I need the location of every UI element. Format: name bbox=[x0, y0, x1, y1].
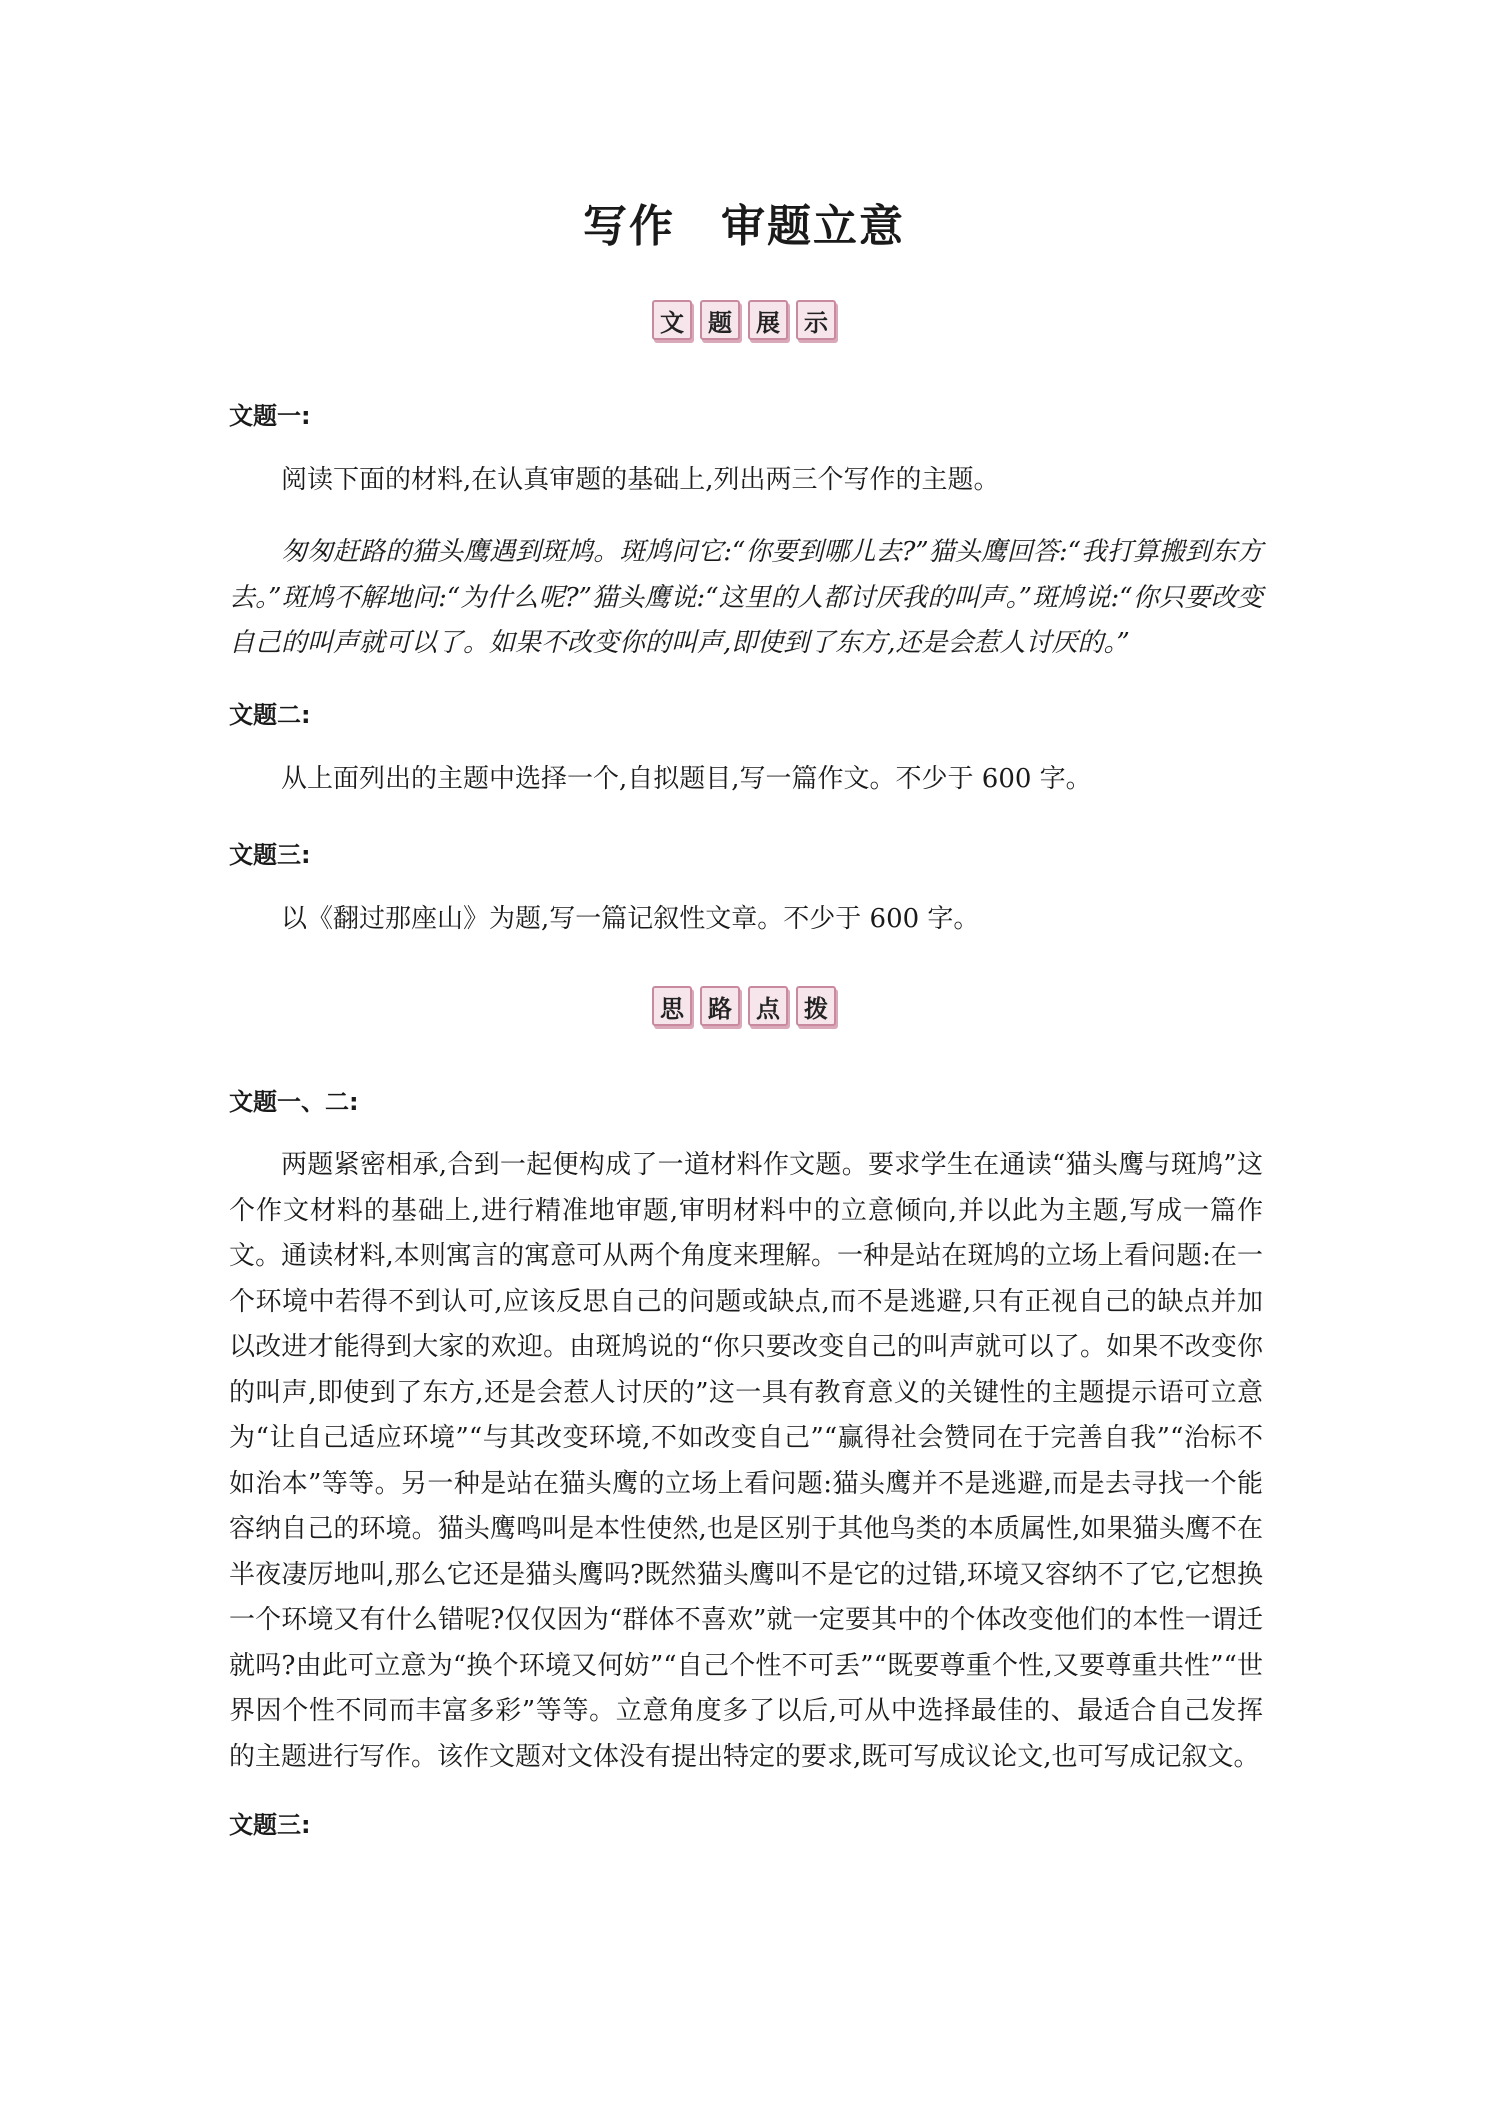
topic2-text: 从上面列出的主题中选择一个,自拟题目,写一篇作文。不少于 600 字。 bbox=[281, 764, 1092, 794]
analysis12-label: 文题一、二: bbox=[229, 1088, 359, 1116]
topic1-label: 文题一: bbox=[229, 402, 311, 430]
section-char: 路 bbox=[700, 986, 740, 1026]
section-char: 展 bbox=[748, 300, 788, 340]
topic3-label: 文题三: bbox=[229, 841, 311, 869]
analysis12-text: 两题紧密相承,合到一起便构成了一道材料作文题。要求学生在通读“猫头鹰与斑鸠”这个作文材料的基础上,进行精准地审题,审明材料中的立意倾向,并以此为主题,写成一篇作文。通读材料,本则寓言的寓意可从两个角度来理解。一种是站在斑鸠的立场上看问题:在一个环境中若得不到认可,应该反思自己的问题或缺点,而不是逃避,只有正视自己的缺点并加以改进才能得到大家的欢迎。由斑鸠说的“你只要改变自己的叫声就可以了。如果不改变你的叫声,即使到了东方,还是会惹人讨厌的”这一具有教育意义的关键性的主题提示语可立意为“让自己适应环境”“与其改变环境,不如改变自己”“赢得社会赞同在于完善自我”“治标不如治本”等等。另一种是站在猫头鹰的立场上看问题:猫头鹰并不是逃避,而是去寻找一个能容纳自己的环境。猫头鹰鸣叫是本性使然,也是区别于其他鸟类的本质属性,如果猫头鹰不在半夜凄厉地叫,那么它还是猫头鹰吗?既然猫头鹰叫不是它的过错,环境又容纳不了它,它想换一个环境又有什么错呢?仅仅因为“群体不喜欢”就一定要其中的个体改变他们的本性一谓迁就吗?由此可立意为“换个环境又何妨”“自己个性不可丢”“既要尊重个性,又要尊重共性”“世界因个性不同而丰富多彩”等等。立意角度多了以后,可从中选择最佳的、最适合自己发挥的主题进行写作。该作文题对文体没有提出特定的要求,既可写成议论文,也可写成记叙文。 bbox=[229, 1150, 1263, 1772]
section-char: 思 bbox=[652, 986, 692, 1026]
topic1-material: 匆匆赶路的猫头鹰遇到斑鸠。斑鸠问它:“你要到哪儿去?”猫头鹰回答:“我打算搬到东方去。”斑鸠不解地问:“为什么呢?”猫头鹰说:“这里的人都讨厌我的叫声。”斑鸠说:“你只要改变自己的叫声就可以了。如果不改变你的叫声,即使到了东方,还是会惹人讨厌的。” bbox=[229, 537, 1263, 658]
page-title: 写作 审题立意 bbox=[583, 201, 905, 252]
section-char: 文 bbox=[652, 300, 692, 340]
analysis3-label: 文题三: bbox=[229, 1811, 311, 1839]
section-char: 题 bbox=[700, 300, 740, 340]
section-char: 示 bbox=[796, 300, 836, 340]
section-char: 点 bbox=[748, 986, 788, 1026]
topic3-text: 以《翻过那座山》为题,写一篇记叙性文章。不少于 600 字。 bbox=[281, 904, 980, 934]
section-char: 拨 bbox=[796, 986, 836, 1026]
topic2-label: 文题二: bbox=[229, 701, 311, 729]
topic1-instruction: 阅读下面的材料,在认真审题的基础上,列出两三个写作的主题。 bbox=[281, 465, 1000, 495]
section-header-guidance bbox=[0, 986, 1488, 1026]
section-header-topic-display bbox=[0, 300, 1488, 340]
